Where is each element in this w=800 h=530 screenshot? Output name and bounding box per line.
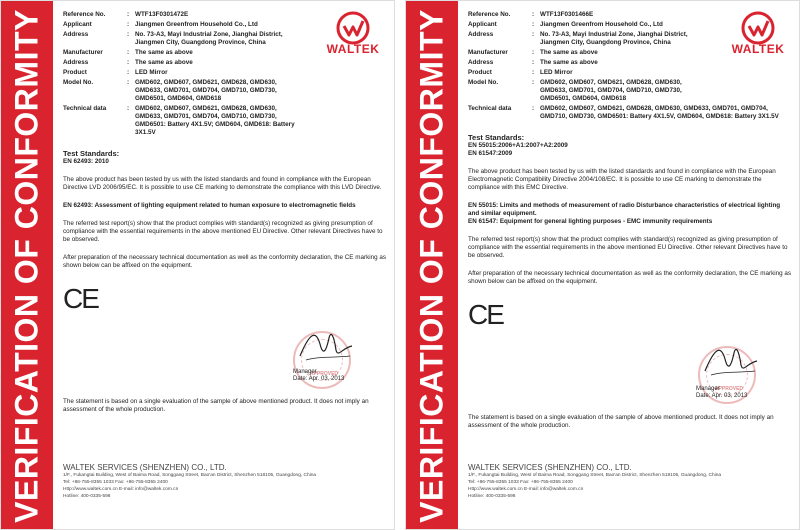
stamp-text: APPROVED: [714, 386, 744, 392]
manager-label: Manager: [293, 369, 317, 375]
applicant-label: Applicant: [468, 21, 497, 28]
model-label: Model No.: [63, 79, 94, 86]
test-standards-title: Test Standards:: [63, 149, 120, 158]
colon: :: [532, 105, 535, 112]
standard-description: EN 61547: Equipment for general lighting purposes - EMC immunity requirements: [468, 218, 713, 225]
product-value: LED Mirror: [540, 69, 573, 76]
logo-name: WALTEK: [731, 42, 785, 56]
footer-phone: Tel: +86-755-8355 1033 Fax: +86-755-8355 2400: [63, 480, 168, 485]
model-row: [63, 79, 388, 103]
technical-row: [468, 105, 793, 121]
manufacturer-address-value: The same as above: [135, 59, 193, 66]
waltek-logo-icon: [336, 11, 370, 45]
standard-item: EN 55015:2006+A1:2007+A2:2009: [468, 142, 568, 149]
applicant-value: Jiangmen Greenfrom Household Co., Ltd: [540, 21, 663, 28]
compliance-paragraph: The above product has been tested by us with the listed standards and found in compliance with the European Electromagnetic Compatibility Directive 2004/108/EC. It is possible to use CE marking to demonstrate the compliance with this EMC Directive.: [468, 168, 776, 191]
standard-description: EN 55015: Limits and methods of measurement of radio Disturbance characteristics of electrical lighting and similar equipment.: [468, 202, 781, 217]
stamp-text: APPROVED: [309, 371, 339, 377]
model-label: Model No.: [468, 79, 499, 86]
footer-company: WALTEK SERVICES (SHENZHEN) CO., LTD.: [468, 463, 632, 472]
model-value: GMD602, GMD607, GMD621, GMD628, GMD630, GMD633, GMD701, GMD704, GMD710, GMD730, GMD6501, GMD604, GMD618: [540, 79, 682, 102]
logo-name: WALTEK: [326, 42, 380, 56]
date-label: Date: Apr. 03, 2013: [696, 393, 748, 399]
manager-block: [696, 386, 747, 400]
footer-company: WALTEK SERVICES (SHENZHEN) CO., LTD.: [63, 463, 227, 472]
technical-value: GMD602, GMD607, GMD621, GMD628, GMD630, GMD633, GMD701, GMD704, GMD710, GMD730, GMD6501: Battery 4X1.5V; GMD604, GMD618: Battery 3X1.5V: [135, 105, 295, 136]
manufacturer-address-value: The same as above: [540, 59, 598, 66]
colon: :: [127, 11, 130, 18]
product-label: Product: [468, 69, 492, 76]
standard-item: EN 62493: 2010: [63, 158, 109, 165]
compliance-paragraph: The above product has been tested by us with the listed standards and found in compliance with the European Directive LVD 2006/95/EC. It is possible to use CE marking to demonstrate the compliance with this LVD Directive.: [63, 176, 382, 191]
waltek-logo-icon: [741, 11, 775, 45]
statement: The statement is based on a single evaluation of the sample of above mentioned product. It does not imply an assessment of the whole production.: [468, 414, 774, 429]
certificate-emc: [405, 0, 800, 530]
colon: :: [127, 49, 130, 56]
certificate-lvd: [0, 0, 395, 530]
address-label: Address: [63, 31, 89, 38]
manufacturer-value: The same as above: [540, 49, 598, 56]
footer-phone: Tel: +86-755-8355 1033 Fax: +86-755-8355 2400: [468, 480, 573, 485]
certificate-body: [468, 11, 793, 330]
banner-text: VERIFICATION OF CONFORMITY: [8, 9, 45, 523]
reference-label: Reference No.: [63, 11, 106, 18]
manufacturer-value: The same as above: [135, 49, 193, 56]
address-value: No. 73-A3, Mayi Industrial Zone, Jianghai District, Jiangmen City, Guangdong Province, China: [540, 31, 688, 46]
reference-value: WTF13F0301466E: [540, 11, 594, 18]
colon: :: [127, 79, 130, 86]
colon: :: [127, 21, 130, 28]
test-standards-title: Test Standards:: [468, 133, 525, 142]
manager-block: [293, 369, 344, 383]
ce-mark: CE: [63, 283, 98, 314]
colon: :: [532, 59, 535, 66]
colon: :: [127, 69, 130, 76]
colon: :: [127, 31, 130, 38]
technical-label: Technical data: [468, 105, 512, 112]
colon: :: [127, 59, 130, 66]
product-row: [468, 69, 793, 77]
colon: :: [532, 31, 535, 38]
standard-description: EN 62493: Assessment of lighting equipment related to human exposure to electromagnetic fields: [63, 202, 356, 209]
technical-label: Technical data: [63, 105, 107, 112]
colon: :: [532, 79, 535, 86]
address-label: Address: [468, 59, 494, 66]
vertical-banner: [1, 1, 53, 530]
footer-address: 1/F., Fukangtai Building, West of Baima Road, Songgang Street, Bao'an District, Shenzhen 518105, Guangdong, China: [63, 473, 317, 478]
signature-icon: [296, 326, 356, 368]
technical-value: GMD602, GMD607, GMD621, GMD628, GMD630, GMD633, GMD701, GMD704, GMD710, GMD730, GMD6501: Battery 4X1.5V, GMD604, GMD618: Battery 3X1.5V: [540, 105, 779, 120]
ce-mark: CE: [468, 299, 503, 330]
colon: :: [532, 21, 535, 28]
model-value: GMD602, GMD607, GMD621, GMD628, GMD630, GMD633, GMD701, GMD704, GMD710, GMD730, GMD6501, GMD604, GMD618: [135, 79, 277, 102]
date-label: Date: Apr. 03, 2013: [293, 376, 345, 382]
address-label: Address: [63, 59, 89, 66]
product-label: Product: [63, 69, 87, 76]
waltek-logo: [318, 11, 388, 61]
statement: The statement is based on a single evaluation of the sample of above mentioned product. It does not imply an assessment of the whole production.: [63, 398, 369, 413]
report-paragraph: The referred test report(s) show that the product complies with standard(s) recognized as giving presumption of compliance with the essential requirements in the above mentioned EU Directive. Other relevant Directives have to be observed.: [63, 220, 383, 243]
colon: :: [532, 11, 535, 18]
banner-text: VERIFICATION OF CONFORMITY: [413, 9, 450, 523]
certificate-body: [63, 11, 388, 314]
reference-value: WTF13F0301472E: [135, 11, 189, 18]
model-row: [468, 79, 793, 103]
technical-row: [63, 105, 388, 137]
applicant-label: Applicant: [63, 21, 92, 28]
colon: :: [532, 49, 535, 56]
vertical-banner: [406, 1, 458, 530]
footer-hotline: Hotline: 400-0335-598: [468, 494, 516, 499]
footer-address: 1/F., Fukangtai Building, West of Baima Road, Songgang Street, Bao'an District, Shenzhen 518105, Guangdong, China: [468, 473, 722, 478]
colon: :: [127, 105, 130, 112]
footer: [468, 463, 788, 500]
report-paragraph: The referred test report(s) show that the product complies with standard(s) recognized as giving presumption of compliance with the essential requirements in the above mentioned EU Directive. Other relevant Directives have to be observed.: [468, 236, 788, 259]
waltek-logo: [723, 11, 793, 61]
footer: [63, 463, 383, 500]
product-row: [63, 69, 388, 77]
reference-label: Reference No.: [468, 11, 511, 18]
colon: :: [532, 69, 535, 76]
ce-marking-paragraph: After preparation of the necessary technical documentation as well as the conformity declaration, the CE marking as shown below can be affixed on the equipment.: [468, 270, 792, 285]
manufacturer-label: Manufacturer: [63, 49, 103, 56]
footer-web: Http://www.waltek.com.cn E-mail: info@waltek.com.cn: [468, 487, 584, 492]
address-label: Address: [468, 31, 494, 38]
applicant-value: Jiangmen Greenfrom Household Co., Ltd: [135, 21, 258, 28]
footer-hotline: Hotline: 400-0335-598: [63, 494, 111, 499]
signature-icon: [701, 341, 761, 383]
manufacturer-label: Manufacturer: [468, 49, 508, 56]
ce-marking-paragraph: After preparation of the necessary technical documentation as well as the conformity declaration, the CE marking as shown below can be affixed on the equipment.: [63, 254, 387, 269]
standard-item: EN 61547:2009: [468, 150, 513, 157]
footer-web: Http://www.waltek.com.cn E-mail: info@waltek.com.cn: [63, 487, 179, 492]
address-value: No. 73-A3, Mayi Industrial Zone, Jianghai District, Jiangmen City, Guangdong Province, China: [135, 31, 283, 46]
product-value: LED Mirror: [135, 69, 168, 76]
manager-label: Manager: [696, 386, 720, 392]
